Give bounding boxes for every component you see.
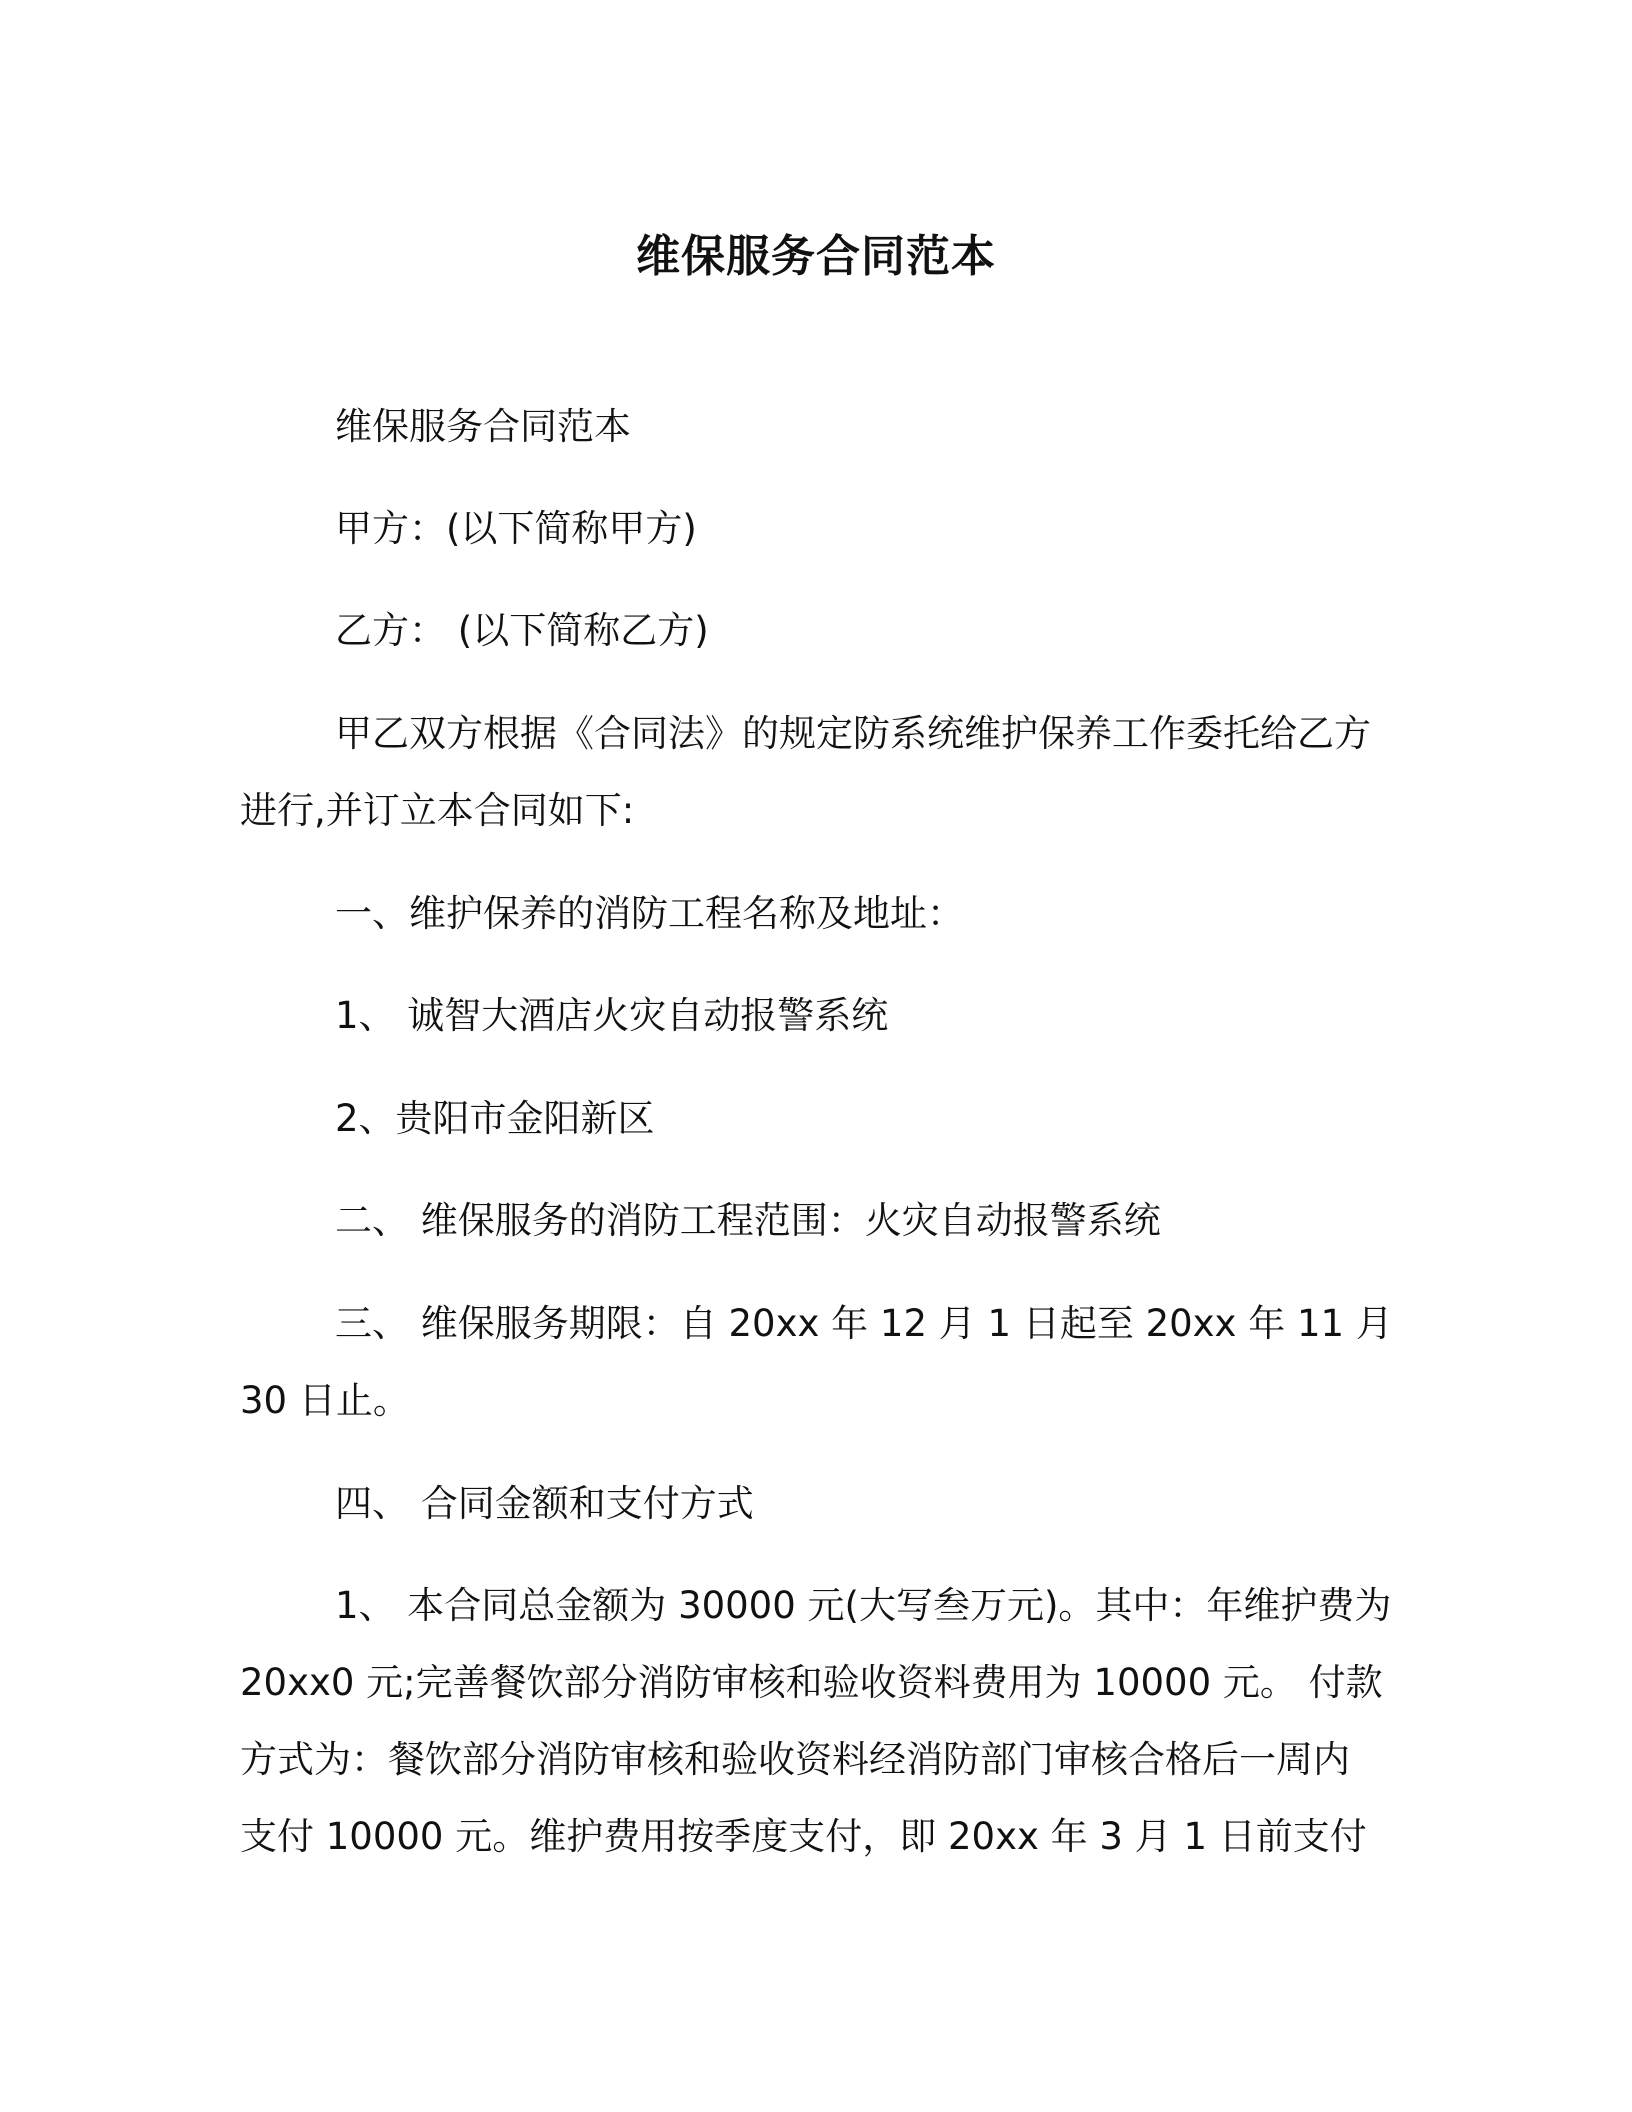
paragraph-item-1 — [240, 977, 1400, 1054]
paragraph-heading — [240, 388, 1400, 465]
paragraph-section-1 — [240, 875, 1400, 952]
paragraph-line: 30 日止。 — [240, 1379, 410, 1422]
paragraph-section-3 — [240, 1285, 1400, 1439]
paragraph-line: 进行,并订立本合同如下: — [240, 789, 635, 832]
paragraph-line: 20xx0 元;完善餐饮部分消防审核和验收资料费用为 10000 元。 付款 — [240, 1661, 1383, 1704]
paragraph-intro — [240, 695, 1400, 849]
paragraph-line: 2、贵阳市金阳新区 — [335, 1097, 655, 1140]
paragraph-item-2 — [240, 1080, 1400, 1157]
paragraph-line: 一、维护保养的消防工程名称及地址： — [335, 892, 964, 935]
paragraph-section-2 — [240, 1182, 1400, 1259]
paragraph-line: 方式为：餐饮部分消防审核和验收资料经消防部门审核合格后一周内 — [240, 1738, 1350, 1781]
paragraph-line: 维保服务合同范本 — [335, 405, 631, 448]
paragraph-line: 1、 诚智大酒店火灾自动报警系统 — [335, 994, 889, 1037]
document-title: 维保服务合同范本 — [636, 231, 996, 282]
paragraph-line: 甲乙双方根据《合同法》的规定防系统维护保养工作委托给乙方 — [335, 712, 1371, 755]
paragraph-line: 1、 本合同总金额为 30000 元(大写叁万元)。其中：年维护费为 — [335, 1584, 1392, 1627]
paragraph-payment — [240, 1567, 1400, 1875]
paragraph-line: 四、 合同金额和支付方式 — [335, 1482, 754, 1525]
paragraph-line: 甲方：(以下简称甲方) — [335, 507, 697, 550]
paragraph-line: 支付 10000 元。维护费用按季度支付，即 20xx 年 3 月 1 日前支付 — [240, 1815, 1367, 1858]
paragraph-line: 乙方： (以下简称乙方) — [335, 609, 709, 652]
paragraph-section-4 — [240, 1465, 1400, 1542]
paragraph-party-a — [240, 490, 1400, 567]
paragraph-party-b — [240, 592, 1400, 669]
paragraph-line: 三、 维保服务期限：自 20xx 年 12 月 1 日起至 20xx 年 11 月 — [335, 1302, 1393, 1345]
paragraph-line: 二、 维保服务的消防工程范围：火灾自动报警系统 — [335, 1199, 1161, 1242]
